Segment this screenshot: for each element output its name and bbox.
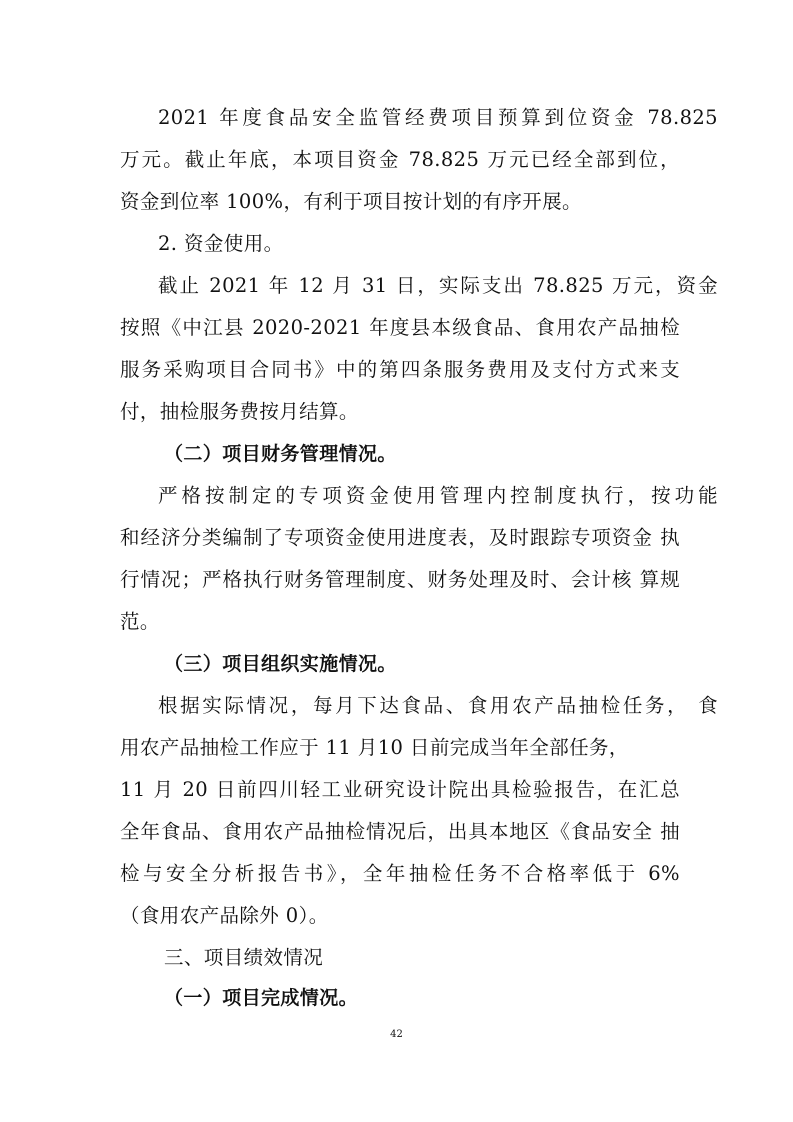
paragraph-line: 根据实际情况，每月下达食品、食用农产品抽检任务， 食 bbox=[158, 694, 718, 717]
section-subheading: 2. 资金使用。 bbox=[158, 232, 284, 255]
page-number: 42 bbox=[390, 1029, 403, 1040]
paragraph-line: （食用农产品除外 0）。 bbox=[120, 904, 329, 927]
paragraph-line: 用农产品抽检工作应于 11 月10 日前完成当年全部任务， bbox=[120, 736, 629, 759]
paragraph-line: 范。 bbox=[120, 610, 160, 633]
paragraph-line: 行情况；严格执行财务管理制度、财务处理及时、会计核 算规 bbox=[120, 568, 680, 591]
section-heading: （一）项目完成情况。 bbox=[164, 987, 359, 1009]
paragraph-line: 资金到位率 100%，有利于项目按计划的有序开展。 bbox=[120, 190, 582, 213]
section-heading: （三）项目组织实施情况。 bbox=[164, 653, 397, 675]
paragraph-line: 服务采购项目合同书》中的第四条服务费用及支付方式来支 bbox=[120, 358, 680, 381]
paragraph-line: 付，抽检服务费按月结算。 bbox=[120, 400, 359, 423]
chapter-heading: 三、项目绩效情况 bbox=[164, 946, 324, 969]
paragraph-line: 11 月 20 日前四川轻工业研究设计院出具检验报告，在汇总 bbox=[120, 778, 680, 801]
paragraph-line: 检与安全分析报告书》，全年抽检任务不合格率低于 6% bbox=[120, 862, 680, 885]
paragraph-line: 截止 2021 年 12 月 31 日，实际支出 78.825 万元，资金 bbox=[158, 274, 718, 297]
paragraph-line: 和经济分类编制了专项资金使用进度表，及时跟踪专项资金 执 bbox=[120, 526, 680, 549]
paragraph-line: 严格按制定的专项资金使用管理内控制度执行，按功能 bbox=[158, 484, 718, 507]
section-heading: （二）项目财务管理情况。 bbox=[164, 443, 397, 465]
paragraph-line: 万元。截止年底，本项目资金 78.825 万元已经全部到位， bbox=[120, 148, 680, 171]
paragraph-line: 全年食品、食用农产品抽检情况后，出具本地区《食品安全 抽 bbox=[120, 820, 680, 843]
paragraph-line: 按照《中江县 2020-2021 年度县本级食品、食用农产品抽检 bbox=[120, 316, 680, 339]
paragraph-line: 2021 年度食品安全监管经费项目预算到位资金 78.825 bbox=[158, 106, 718, 129]
